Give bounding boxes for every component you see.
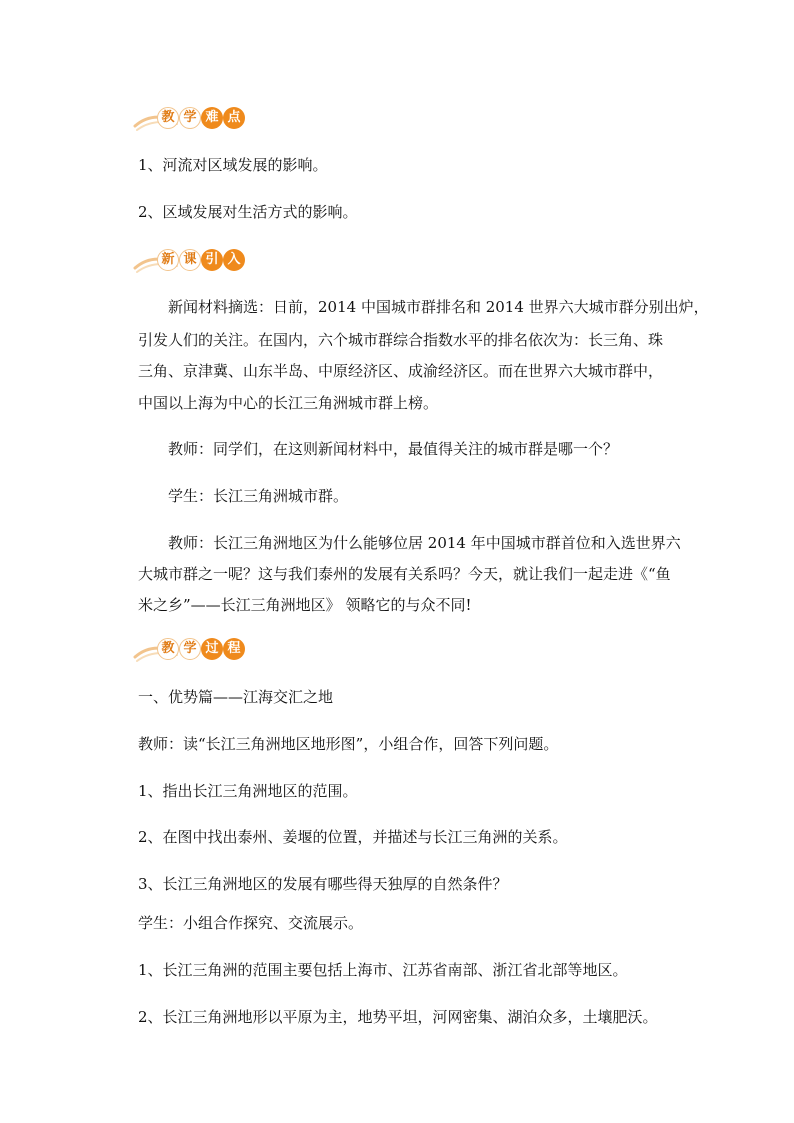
teacher-paragraph-line: 大城市群之一呢？这与我们泰州的发展有关系吗？今天，就让我们一起走进《“鱼 [138, 565, 671, 583]
difficulty-item: 1、河流对区域发展的影响。 [138, 156, 328, 174]
teacher-paragraph-line: 教师：长江三角洲地区为什么能够位居 2014 年中国城市群首位和入选世界六 [168, 534, 681, 552]
question-item: 2、在图中找出泰州、姜堰的位置，并描述与长江三角洲的关系。 [138, 828, 568, 846]
heading-char: 教 [157, 638, 179, 660]
student-response: 学生：小组合作探究、交流展示。 [138, 914, 364, 932]
section-heading-difficulty [133, 104, 253, 134]
student-answer: 学生：长江三角洲城市群。 [168, 487, 349, 505]
part-title: 一、优势篇——江海交汇之地 [138, 688, 334, 706]
answer-item: 2、长江三角洲地形以平原为主，地势平坦，河网密集、湖泊众多，土壤肥沃。 [138, 1008, 658, 1026]
heading-char: 入 [223, 249, 245, 271]
teacher-instruction: 教师：读“长江三角洲地区地形图”，小组合作，回答下列问题。 [138, 735, 559, 753]
question-item: 1、指出长江三角洲地区的范围。 [138, 782, 358, 800]
heading-char: 课 [179, 249, 201, 271]
teacher-question: 教师：同学们，在这则新闻材料中，最值得关注的城市群是哪一个？ [168, 440, 619, 458]
heading-char: 难 [201, 107, 223, 129]
heading-char: 学 [179, 107, 201, 129]
heading-char: 程 [223, 638, 245, 660]
heading-char: 学 [179, 638, 201, 660]
heading-char: 引 [201, 249, 223, 271]
section-heading-process [133, 635, 253, 665]
question-item: 3、长江三角洲地区的发展有哪些得天独厚的自然条件？ [138, 875, 508, 893]
news-paragraph-line: 中国以上海为中心的长江三角洲城市群上榜。 [138, 394, 439, 412]
section-heading-intro [133, 246, 253, 276]
heading-char: 教 [157, 107, 179, 129]
news-paragraph-line: 新闻材料摘选：日前，2014 中国城市群排名和 2014 世界六大城市群分别出炉， [168, 298, 709, 316]
difficulty-item: 2、区域发展对生活方式的影响。 [138, 203, 358, 221]
heading-char: 过 [201, 638, 223, 660]
answer-item: 1、长江三角洲的范围主要包括上海市、江苏省南部、浙江省北部等地区。 [138, 961, 628, 979]
news-paragraph-line: 三角、京津冀、山东半岛、中原经济区、成渝经济区。而在世界六大城市群中， [138, 362, 664, 380]
heading-char: 点 [223, 107, 245, 129]
heading-char: 新 [157, 249, 179, 271]
news-paragraph-line: 引发人们的关注。在国内，六个城市群综合指数水平的排名依次为：长三角、珠 [138, 331, 664, 349]
teacher-paragraph-line: 米之乡”——长江三角洲地区》 领略它的与众不同! [138, 596, 472, 614]
